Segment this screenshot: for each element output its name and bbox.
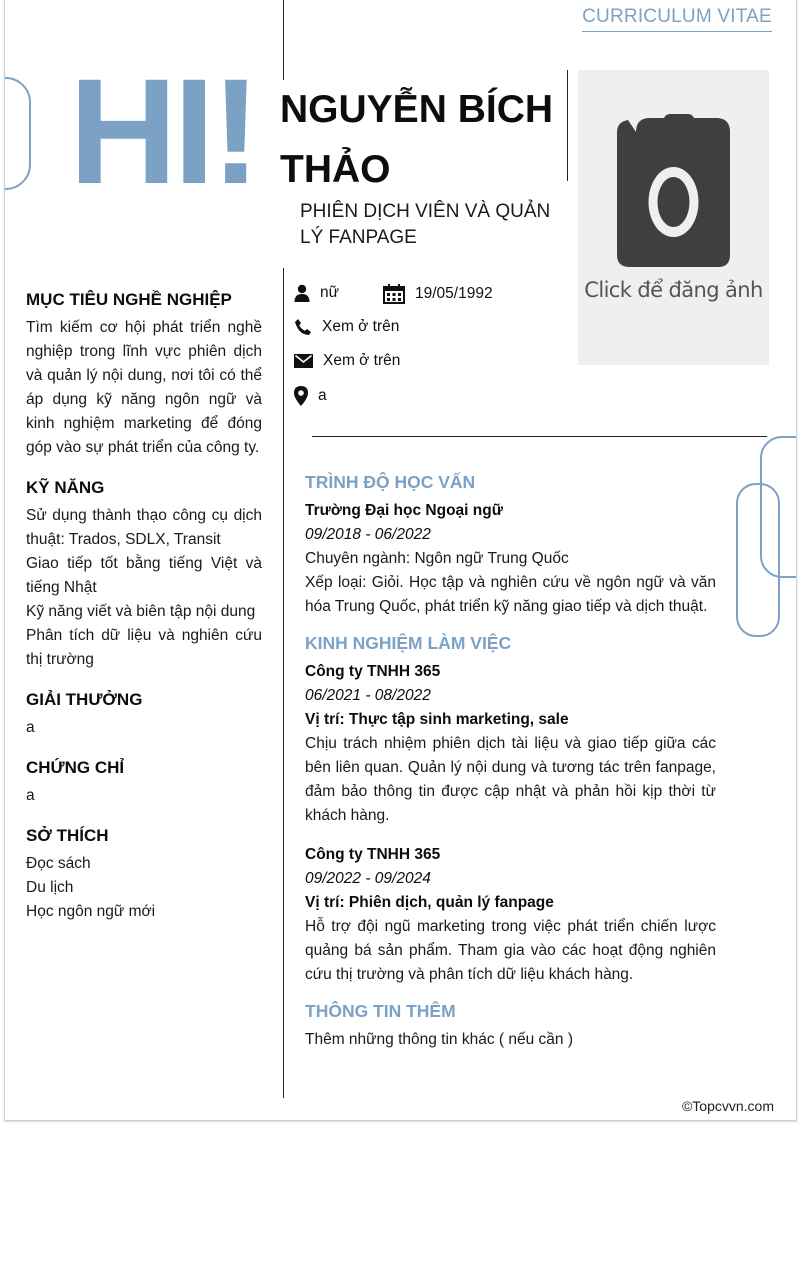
experience-position[interactable]: Vị trí: Thực tập sinh marketing, sale [305,711,569,728]
experience-period[interactable]: 09/2022 - 09/2024 [305,870,431,887]
experience-period[interactable]: 06/2021 - 08/2022 [305,687,431,704]
phone-value: Xem ở trên [322,318,400,335]
right-decor-shape-2 [736,483,780,637]
education-details[interactable]: Xếp loại: Giỏi. Học tập và nghiên cứu về ngôn ngữ và văn hóa Trung Quốc, phát triển kỹ năng giao tiếp và dịch thuật. [305,574,716,615]
calendar-icon [383,284,405,304]
cv-page [4,0,797,1121]
skill-item[interactable]: Giao tiếp tốt bằng tiếng Việt và tiếng Nhật [26,555,262,596]
education-title: TRÌNH ĐỘ HỌC VẤN [305,472,476,492]
address-value: a [318,387,327,404]
person-icon [294,284,310,302]
location-pin-icon [294,386,308,406]
education-period[interactable]: 09/2018 - 06/2022 [305,526,431,543]
experience-title: KINH NGHIỆM LÀM VIỆC [305,633,512,653]
experience-description[interactable]: Hỗ trợ đội ngũ marketing trong việc phát triển chiến lược quảng bá sản phẩm. Tham gia vào các hoạt động nghiên cứu thị trường và phân tích dữ liệu khách hàng. [305,918,716,983]
certificates-text[interactable]: a [26,787,35,804]
experience-company[interactable]: Công ty TNHH 365 [305,846,441,863]
education-major[interactable]: Chuyên ngành: Ngôn ngữ Trung Quốc [305,550,569,567]
skill-item[interactable]: Kỹ năng viết và biên tập nội dung [26,603,256,620]
hobby-item[interactable]: Đọc sách [26,855,91,872]
education-section [305,472,716,619]
top-divider-line [283,0,284,80]
contact-phone[interactable] [294,318,399,336]
certificates-title: CHỨNG CHỈ [26,758,125,777]
greeting-hi: HI! [69,47,257,215]
footer-copyright: ©Topcvvn.com [681,1098,774,1114]
job-title[interactable]: PHIÊN DỊCH VIÊN VÀ QUẢN LÝ FANPAGE [300,201,551,248]
birthday-value: 19/05/1992 [415,285,493,302]
experience-item [305,660,716,828]
experience-description[interactable]: Chịu trách nhiệm phiên dịch tài liệu và giao tiếp giữa các bên liên quan. Quản lý nội dung và tương tác trên fanpage, đảm bảo thông tin được cập nhật và phản hồi kịp thời từ khách hàng. [305,735,716,824]
column-divider-line [283,268,284,1098]
skills-section [26,478,262,672]
objective-section [26,290,262,460]
contact-gender[interactable] [294,284,339,302]
additional-text[interactable]: Thêm những thông tin khác ( nếu cần ) [305,1031,574,1048]
awards-section [26,690,262,740]
certificates-section [26,758,262,808]
experience-position[interactable]: Vị trí: Phiên dịch, quản lý fanpage [305,894,554,911]
candidate-name[interactable]: NGUYỄN BÍCH THẢO [280,88,554,191]
objective-text[interactable]: Tìm kiếm cơ hội phát triển nghề nghiệp trong lĩnh vực phiên dịch và quản lý nội dung, nơi tôi có thể áp dụng kỹ năng ngôn ngữ và kinh nghiệm marketing để đóng góp vào sự phát triển của công ty. [26,319,262,456]
awards-text[interactable]: a [26,719,35,736]
hobbies-title: SỞ THÍCH [26,826,109,845]
contact-address[interactable] [294,386,327,406]
additional-section [305,1001,716,1052]
education-school[interactable]: Trường Đại học Ngoại ngữ [305,502,503,519]
email-value: Xem ở trên [323,352,401,369]
experience-item [305,843,716,987]
contact-separator-line [312,436,767,437]
skills-title: KỸ NĂNG [26,478,105,497]
objective-title: MỤC TIÊU NGHỀ NGHIỆP [26,290,232,309]
cv-label: CURRICULUM VITAE [582,6,772,32]
skill-item[interactable]: Phân tích dữ liệu và nghiên cứu thị trường [26,627,262,668]
left-column [26,290,262,942]
experience-section [305,633,716,987]
name-divider-line [567,70,568,181]
experience-company[interactable]: Công ty TNHH 365 [305,663,441,680]
hobbies-section [26,826,262,924]
hobby-item[interactable]: Du lịch [26,879,74,896]
contact-birthday[interactable] [383,284,493,304]
photo-upload[interactable] [578,70,769,365]
contact-email[interactable] [294,352,400,370]
right-column [305,472,716,1066]
additional-title: THÔNG TIN THÊM [305,1001,456,1021]
gender-value: nữ [320,284,339,301]
photo-caption: Click để đăng ảnh [584,278,763,302]
camera-icon [578,70,769,270]
awards-title: GIẢI THƯỞNG [26,690,143,709]
hobby-item[interactable]: Học ngôn ngữ mới [26,903,156,920]
left-decor-shape [4,77,31,190]
phone-icon [294,318,312,336]
skill-item[interactable]: Sử dụng thành thạo công cụ dịch thuật: Trados, SDLX, Transit [26,507,262,548]
mail-icon [294,354,313,368]
